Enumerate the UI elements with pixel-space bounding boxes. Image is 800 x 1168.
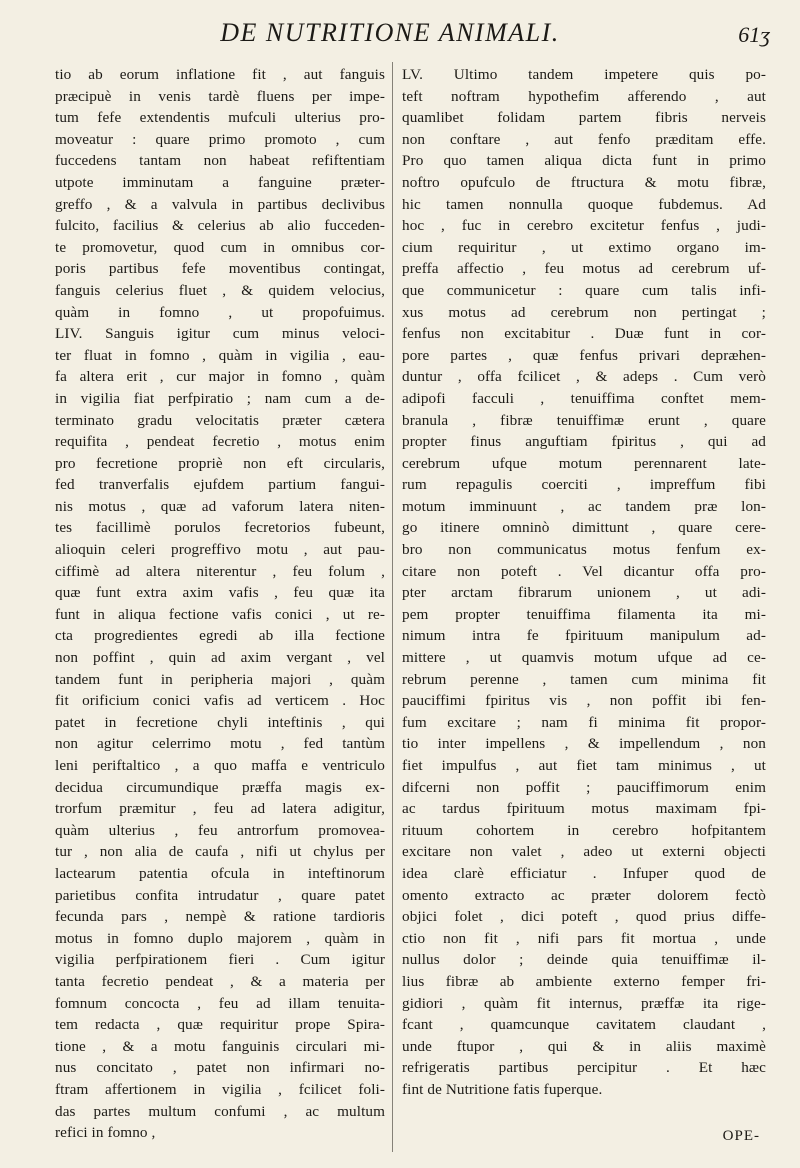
text-line: pore partes , quæ fenfus privari depræhen- bbox=[402, 346, 766, 364]
text-line: cerebrum ufque motum perennarent late- bbox=[402, 454, 766, 472]
text-line: fanguis celerius fluet , & quidem velocius, bbox=[55, 281, 385, 299]
text-line: pem propter tenuiffima filamenta ita mi- bbox=[402, 605, 766, 623]
text-line: quæ funt extra axim vafis , feu quæ ita bbox=[55, 584, 385, 602]
text-line: citare non poteft . Vel dicantur offa pro- bbox=[402, 562, 766, 580]
text-line: quamlibet folidam partem fibris nerveis bbox=[402, 109, 766, 127]
text-line: tio ab eorum inflatione fit , aut fanguis bbox=[55, 66, 385, 83]
text-line: branula , fibræ tenuiffimæ erunt , quare bbox=[402, 411, 766, 429]
text-line: pro fecretione propriè non eft circularis, bbox=[55, 454, 385, 472]
text-line: moveatur : quare primo promoto , cum bbox=[55, 130, 385, 148]
text-line: mittere , ut quamvis motum ufque ad ce- bbox=[402, 649, 766, 667]
text-line: teft noftram hypothefim afferendo , aut bbox=[402, 87, 766, 105]
text-line: tanta fecretio pendeat , & a materia per bbox=[55, 972, 385, 990]
text-line: quàm in fomno , ut propofuimus. bbox=[55, 303, 385, 321]
text-line: te promovetur, quod cum in omnibus cor- bbox=[55, 238, 385, 256]
text-line: adipofi facculi , tenuiffima conftet mem- bbox=[402, 389, 766, 407]
text-line: fiet impulfus , aut fiet tam minimus , ut bbox=[402, 757, 766, 774]
text-line: leni periftaltico , a quo maffa e ventriculo bbox=[55, 757, 385, 774]
text-line: requifita , pendeat fecretio , motus enim bbox=[55, 433, 385, 451]
column-divider bbox=[392, 62, 393, 1152]
text-line: terminato gradu velocitatis præter cætera bbox=[55, 411, 385, 429]
text-line: ter fluat in fomno , quàm in vigilia , eau- bbox=[55, 346, 385, 364]
text-line: utpote imminutam a fanguine præter- bbox=[55, 173, 385, 191]
text-line: quàm ulterius , feu antrorfum promovea- bbox=[55, 821, 385, 839]
text-line: fed tranverfalis ejufdem partium fangui- bbox=[55, 476, 385, 494]
left-column bbox=[55, 64, 385, 1154]
text-line: non agitur celerrimo motu , fed tantùm bbox=[55, 735, 385, 753]
text-line: LIV. Sanguis igitur cum minus veloci- bbox=[55, 325, 385, 343]
text-line: bro non communicatus motus fenfum ex- bbox=[402, 541, 766, 559]
text-line: poris partibus fefe moventibus contingat, bbox=[55, 260, 385, 278]
text-line: gidiori , quàm fit internus, præffæ ita rige- bbox=[402, 994, 766, 1012]
text-line: nullus dolor ; deinde quia tenuiffimæ il- bbox=[402, 951, 766, 969]
running-head: DE NUTRITIONE ANIMALI. bbox=[220, 18, 560, 47]
text-line: lius fibræ ab ambiente externo femper fri- bbox=[402, 972, 766, 990]
text-line: LV. Ultimo tandem impetere quis po- bbox=[402, 66, 766, 83]
text-line: parietibus confita intrudatur , quare patet bbox=[55, 886, 385, 904]
text-line: motus in fomno duplo majorem , quàm in bbox=[55, 929, 385, 947]
text-line: cium requiritur , ut extimo organo im- bbox=[402, 238, 766, 256]
text-line: refici in fomno , bbox=[55, 1124, 156, 1142]
text-line: ctio non fit , nifi pars fit mortua , unde bbox=[402, 929, 766, 947]
text-line: rum repagulis coerciti , impreffum fibi bbox=[402, 476, 766, 494]
text-line: ciffimè ad altera niterentur , feu folum , bbox=[55, 562, 385, 580]
text-line: præcipuè in venis tardè fluens per impe- bbox=[55, 87, 385, 105]
text-line: alioquin celeri progreffivo motu , aut pau- bbox=[55, 541, 385, 559]
text-line: fit orificium conici vafis ad verticem . Hoc bbox=[55, 692, 385, 710]
text-line: greffo , & a valvula in partibus declivibus bbox=[55, 195, 385, 213]
text-line: Pro quo tamen aliqua dicta funt in primo bbox=[402, 152, 766, 170]
text-line: fcant , quamcunque cavitatem claudant , bbox=[402, 1016, 766, 1034]
text-line: tur , non alia de caufa , nifi ut chylus per bbox=[55, 843, 385, 861]
text-line: tem redacta , quæ requiritur prope Spira- bbox=[55, 1016, 385, 1034]
text-line: tes facillimè porulos fecretorios fubeunt, bbox=[55, 519, 385, 537]
text-line: decidua circumundique præffa magis ex- bbox=[55, 778, 385, 796]
text-line: ftram affertionem in vigilia , fcilicet foli- bbox=[55, 1080, 385, 1098]
text-line: objici folet , dici poteft , quod prius diffe- bbox=[402, 908, 766, 926]
text-line: trorfum præmitur , feu ad latera adigitur, bbox=[55, 800, 385, 818]
text-line: rituum cohortem in cerebro hofpitantem bbox=[402, 821, 766, 839]
text-line: hoc , fuc in cerebro excitetur fenfus , judi- bbox=[402, 217, 766, 235]
text-line: duntur , offa fcilicet , & adeps . Cum verò bbox=[402, 368, 766, 386]
text-line: fuccedens tantam non habeat refiftentiam bbox=[55, 152, 385, 170]
text-line: difcerni non poffit ; pauciffimorum enim bbox=[402, 778, 766, 796]
text-line: fomnum concocta , feu ad illam tenuita- bbox=[55, 994, 385, 1012]
page-number: 61ʒ bbox=[738, 22, 770, 47]
right-column bbox=[402, 64, 766, 1154]
text-line: non poffint , quin ad axim vergant , vel bbox=[55, 649, 385, 667]
text-line: preffa affectio , feu motus ad cerebrum uf- bbox=[402, 260, 766, 278]
text-line: propter finus anguftiam fpiritus , qui ad bbox=[402, 433, 766, 451]
text-line: fint de Nutritione fatis fuperque. bbox=[402, 1080, 603, 1098]
text-line: excitare non valet , adeo ut externi objecti bbox=[402, 843, 766, 861]
text-line: idea clarè efficiatur . Infuper quod de bbox=[402, 864, 766, 882]
text-line: pter arctam fibrarum unionem , ut adi- bbox=[402, 584, 766, 602]
text-line: fa altera erit , cur major in fomno , quàm bbox=[55, 368, 385, 386]
text-line: refrigeratis partibus percipitur . Et hæc bbox=[402, 1059, 766, 1077]
text-line: fecunda pars , nempè & ratione tardioris bbox=[55, 908, 385, 926]
page-header bbox=[0, 8, 800, 48]
text-line: que communicetur : quare cum talis infi- bbox=[402, 281, 766, 299]
text-line: hic tamen nonnulla quoque fubdemus. Ad bbox=[402, 195, 766, 213]
text-line: vigilia perfpirationem fieri . Cum igitur bbox=[55, 951, 385, 969]
text-line: nimum intra fe fpirituum manipulum ad- bbox=[402, 627, 766, 645]
text-line: fulcito, facilius & celerius ab alio fucceden- bbox=[55, 217, 385, 235]
text-line: motum imminuunt , ac tandem præ lon- bbox=[402, 497, 766, 515]
text-line: fenfus non excitabitur . Duæ funt in cor- bbox=[402, 325, 766, 343]
text-line: tum fefe extendentis mufculi ulterius pro- bbox=[55, 109, 385, 127]
text-line: pauciffimi fpiritus vis , non poffit ibi fen- bbox=[402, 692, 766, 710]
text-line: patet in fecretione chyli inteftinis , qui bbox=[55, 713, 385, 731]
text-line: funt in aliqua fectione vafis conici , ut re- bbox=[55, 605, 385, 623]
catchword: OPE- bbox=[722, 1128, 760, 1144]
text-line: omento extracto ac præter dolorem fectò bbox=[402, 886, 766, 904]
text-line: nis motus , quæ ad vaforum latera niten- bbox=[55, 497, 385, 515]
text-line: ac tardus fpirituum motus maximam fpi- bbox=[402, 800, 766, 818]
text-line: unde ftupor , qui & in aliis maximè bbox=[402, 1037, 766, 1055]
text-line: das partes multum confumi , ac multum bbox=[55, 1102, 385, 1120]
text-line: in vigilia fiat perfpiratio ; nam cum a de- bbox=[55, 389, 385, 407]
text-line: cta progredientes egredi ab illa fectione bbox=[55, 627, 385, 645]
text-line: nus concitato , patet non infirmari no- bbox=[55, 1059, 385, 1077]
text-line: xus motus ad cerebrum non pertingat ; bbox=[402, 303, 766, 321]
text-line: fum excitare ; nam fi minima fit propor- bbox=[402, 713, 766, 731]
text-line: non conftare , aut fenfo præditam effe. bbox=[402, 130, 766, 148]
text-line: tione , & a motu fanguinis circulari mi- bbox=[55, 1037, 385, 1055]
text-line: tio inter impellens , & impellendum , non bbox=[402, 735, 766, 753]
text-line: tandem funt in peripheria majori , quàm bbox=[55, 670, 385, 688]
text-line: noftro opufculo de ftructura & motu fibræ, bbox=[402, 173, 766, 191]
text-line: lactearum patentia ofcula in inteftinorum bbox=[55, 864, 385, 882]
text-line: go itinere omninò dimittunt , quare cere- bbox=[402, 519, 766, 537]
text-line: rebrum perenne , tamen cum minima fit bbox=[402, 670, 766, 688]
